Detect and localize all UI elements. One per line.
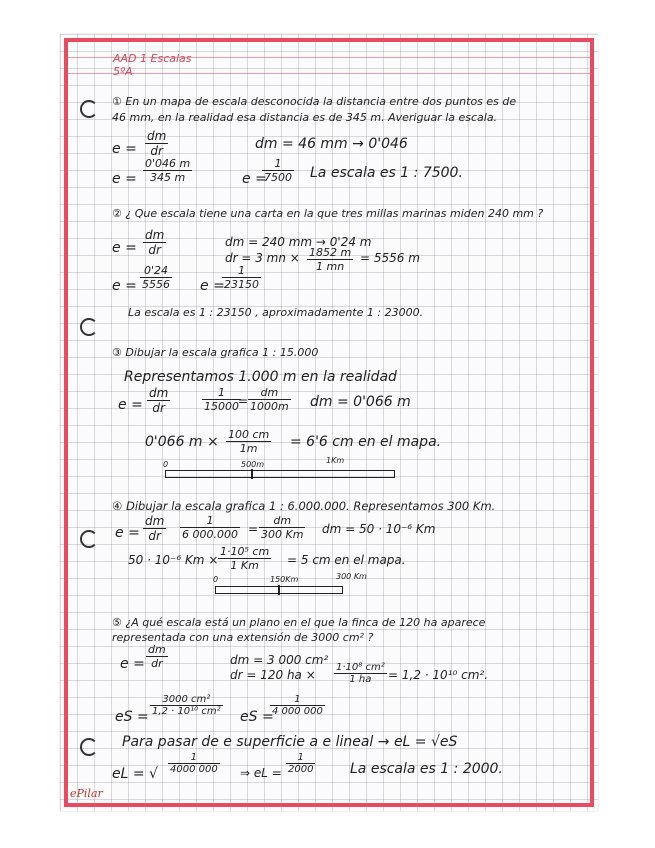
p4-e-label: e = (115, 525, 140, 541)
p3-statement: ③ Dibujar la escala grafica 1 : 15.000 (112, 346, 319, 359)
p4-f1-fraction (180, 514, 240, 541)
numerator: 1 (286, 752, 315, 764)
denominator: 5556 (142, 278, 170, 291)
p5-result: La escala es 1 : 2000. (350, 761, 503, 777)
binder-hole (80, 530, 98, 548)
numerator: dm (248, 386, 291, 400)
denominator: 2000 (288, 764, 314, 775)
p2-e-label: e = (112, 240, 137, 256)
p3-conversion-result: = 6'6 cm en el mapa. (290, 434, 442, 450)
scale-tick (251, 469, 253, 479)
p2-result: La escala es 1 : 23150 , aproximadamente 1 : 23000. (128, 306, 424, 319)
denominator: 4 000 000 (272, 706, 323, 717)
p5-es2-label: eS = (240, 709, 274, 725)
p5-el-result-fraction (286, 752, 315, 775)
p2-e-fraction (143, 228, 166, 257)
numerator: 1 (262, 157, 294, 171)
denominator: 1m (239, 442, 258, 455)
denominator: dr (150, 144, 163, 158)
numerator: dm (147, 129, 167, 143)
denominator: 23150 (224, 278, 259, 291)
p2-dr-fraction (307, 246, 353, 273)
p5-statement-line1: ⑤ ¿A qué escala está un plano en el que la finca de 120 ha aparece (112, 616, 486, 629)
p2-dm-equation: dm = 240 mm → 0'24 m (225, 235, 372, 249)
p5-statement-line2: representada con una extensión de 3000 cm² ? (112, 631, 374, 644)
numerator: 3000 cm² (150, 694, 223, 706)
p2-statement: ② ¿ Que escala tiene una carta en la que tres millas marinas miden 240 mm ? (112, 207, 544, 220)
p4-scale-end: 300 Km (336, 572, 367, 581)
p1-statement-line1: ① En un mapa de escala desconocida la distancia entre dos puntos es de (112, 95, 517, 108)
scale-tick (278, 585, 280, 595)
denominator: 7500 (264, 171, 292, 184)
numerator: 100 cm (228, 428, 270, 441)
denominator: 1 mn (316, 260, 345, 273)
p5-es2-fraction (270, 694, 325, 717)
numerator: 1·10⁸ cm² (336, 662, 385, 673)
p3-f1-fraction (202, 386, 241, 413)
p1-statement-line2: 46 mm, en la realidad esa distancia es de 345 m. Averiguar la escala. (112, 111, 498, 124)
numerator: 1·10⁵ cm (220, 545, 270, 558)
p4-equals: = (248, 522, 259, 536)
p3-conversion-fraction (226, 428, 271, 455)
p5-el-fraction (168, 752, 220, 775)
p2-e2-label: e = (112, 278, 137, 294)
p3-scale-zero: 0 (163, 460, 169, 469)
p3-conversion: 0'066 m × (145, 434, 219, 450)
p3-represent: Representamos 1.000 m en la realidad (124, 369, 397, 385)
p4-conversion: 50 · 10⁻⁶ Km × (128, 553, 219, 567)
p2-dr-result: = 5556 m (360, 251, 420, 265)
numerator: 1 (222, 264, 261, 278)
p5-el-result: ⇒ eL = (240, 766, 282, 780)
p4-conversion-fraction (218, 545, 271, 572)
p4-scale-mid: 150Km (270, 575, 299, 584)
author-signature: ePilar (70, 787, 103, 800)
p3-dm-result: dm = 0'066 m (310, 394, 411, 410)
denominator: 1,2 · 10¹⁰ cm² (152, 706, 221, 717)
p2-e3-label: e = (200, 278, 225, 294)
denominator: dr (151, 657, 163, 670)
page-subtitle: 5ºA (113, 65, 133, 78)
denominator: 15000 (204, 400, 239, 413)
header-rule-2 (64, 73, 594, 74)
p2-e2-fraction (140, 264, 172, 291)
p5-e-label: e = (120, 656, 145, 672)
numerator: 1 (270, 694, 325, 706)
denominator: 300 Km (261, 528, 304, 541)
numerator: 0'046 m (145, 157, 191, 170)
p5-es-fraction (150, 694, 223, 717)
numerator: 1852 m (309, 246, 352, 259)
p4-conversion-result: = 5 cm en el mapa. (287, 553, 406, 567)
p4-statement: ④ Dibujar la escala grafica 1 : 6.000.000. Representamos 300 Km. (112, 499, 496, 513)
numerator: dm (145, 514, 165, 528)
p1-e2-fraction (143, 157, 192, 184)
p5-dr-result: = 1,2 · 10¹⁰ cm². (388, 668, 489, 682)
p1-e-fraction (145, 129, 168, 158)
numerator: 0'24 (140, 264, 172, 278)
p3-scale-mid: 500m (241, 460, 265, 469)
p5-e-fraction (146, 643, 168, 670)
numerator: 1 (180, 514, 240, 528)
p1-result: La escala es 1 : 7500. (310, 165, 463, 181)
denominator: dr (148, 243, 161, 257)
denominator: 1 Km (230, 559, 259, 572)
denominator: 4000 000 (170, 764, 218, 775)
denominator: 6 000.000 (182, 528, 238, 541)
p5-dr-equation: dr = 120 ha × (230, 668, 316, 682)
p1-dm-equation: dm = 46 mm → 0'046 (255, 136, 408, 152)
p3-e-label: e = (118, 397, 143, 413)
p3-graphic-scale (165, 470, 395, 478)
p2-dr-equation: dr = 3 mn × (225, 251, 300, 265)
p3-e-fraction (147, 386, 170, 415)
numerator: dm (148, 643, 166, 656)
denominator: 1000m (250, 400, 289, 413)
p3-equals: = (238, 394, 249, 408)
p1-e-label: e = (112, 141, 137, 157)
p4-scale-zero: 0 (213, 575, 219, 584)
binder-hole (80, 738, 98, 756)
denominator: 345 m (150, 171, 186, 184)
p5-dm-equation: dm = 3 000 cm² (230, 653, 329, 667)
binder-hole (80, 318, 98, 336)
numerator: dm (145, 228, 165, 242)
p5-el-label: eL = √ (112, 766, 158, 782)
p3-f2-fraction (248, 386, 291, 413)
p2-e3-fraction (222, 264, 261, 291)
p3-scale-end: 1Km (326, 456, 345, 465)
p1-e3-label: e = (242, 171, 267, 187)
p1-e2-label: e = (112, 171, 137, 187)
page-title: AAD 1 Escalas (113, 52, 192, 65)
denominator: dr (148, 529, 161, 543)
denominator: 1 ha (349, 674, 372, 685)
numerator: 1 (168, 752, 220, 764)
p5-es-label: eS = (115, 709, 149, 725)
numerator: dm (149, 386, 169, 400)
page-margin-border (64, 38, 594, 807)
numerator: 1 (202, 386, 241, 400)
p1-e3-fraction (262, 157, 294, 184)
p4-dm-result: dm = 50 · 10⁻⁶ Km (322, 522, 436, 536)
p4-e-fraction (143, 514, 166, 543)
numerator: dm (259, 514, 305, 528)
p4-f2-fraction (259, 514, 305, 541)
p5-lineal-conversion: Para pasar de e superficie a e lineal → eL = √eS (122, 734, 458, 750)
binder-hole (80, 100, 98, 118)
denominator: dr (152, 401, 165, 415)
p5-dr-fraction (334, 662, 387, 685)
